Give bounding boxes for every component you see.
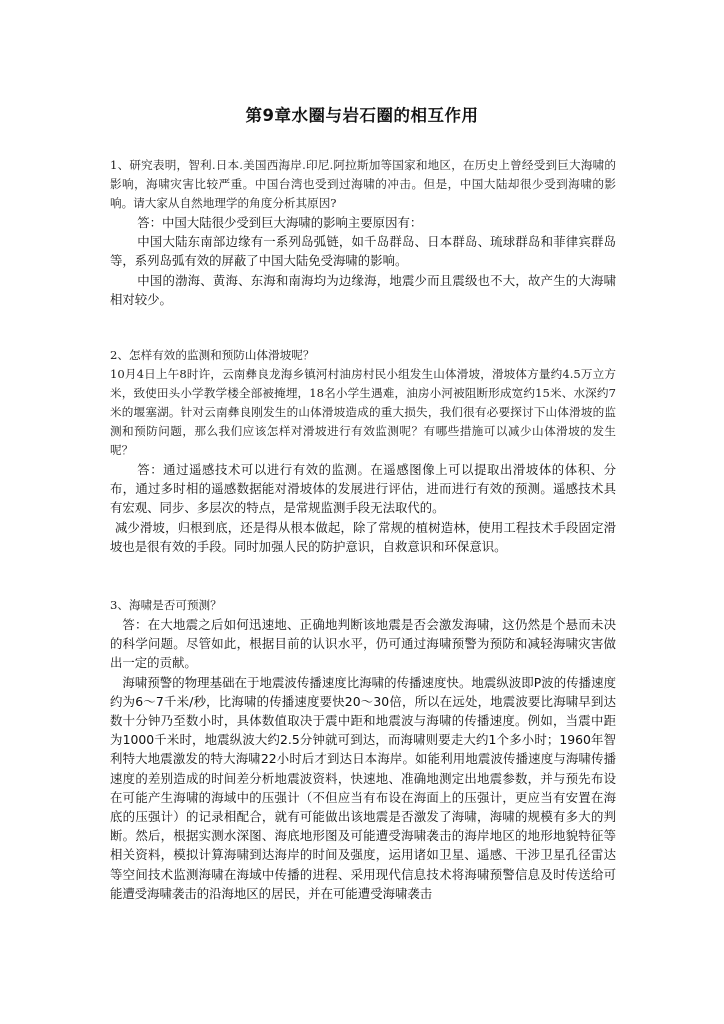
answer-1-point-1: 中国大陆东南部边缘有一系列岛弧链，如千岛群岛、日本群岛、琉球群岛和菲律宾群岛等，系列岛弧有效的屏蔽了中国大陆免受海啸的影响。 [110, 234, 616, 269]
answer-1-intro: 答：中国大陆很少受到巨大海啸的影响主要原因有： [137, 215, 423, 230]
question-3: 3、海啸是否可预测？ [110, 598, 222, 612]
page-title: 第9章水圈与岩石圈的相互作用 [245, 106, 479, 125]
section-2 [110, 346, 616, 556]
question-2-body: 10月4日上午8时许，云南彝良龙海乡镇河村油房村民小组发生山体滑坡，滑坡体方量约4.5万立方米，致使田头小学教学楼全部被掩埋，18名小学生遇难，油房小河被阻断形成宽约15米、水深约7米的堰塞湖。针对云南彝良刚发生的山体滑坡造成的重大损失，我们很有必要探讨下山体滑坡的监测和预防问题，那么我们应该怎样对滑坡进行有效监测呢？有哪些措施可以减少山体滑坡的发生呢？ [110, 367, 616, 457]
question-2: 2、怎样有效的监测和预防山体滑坡呢？ [110, 348, 315, 362]
section-1 [110, 156, 616, 309]
answer-1-point-2: 中国的渤海、黄海、东海和南海均为边缘海，地震少而且震级也不大，故产生的大海啸相对较少。 [110, 272, 616, 307]
answer-3-para-1: 答：在大地震之后如何迅速地、正确地判断该地震是否会激发海啸，这仍然是个悬而未决的科学问题。尽管如此，根据目前的认识水平，仍可通过海啸预警为预防和减轻海啸灾害做出一定的贡献。 [110, 617, 616, 671]
answer-2-para-2: 减少滑坡，归根到底，还是得从根本做起，除了常规的植树造林，使用工程技术手段固定滑坡也是很有效的手段。同时加强人民的防护意识，自救意识和环保意识。 [110, 519, 616, 554]
answer-2-para-1: 答：通过遥感技术可以进行有效的监测。在遥感图像上可以提取出滑坡体的体积、分布，通过多时相的遥感数据能对滑坡体的发展进行评估，进而进行有效的预测。遥感技术具有宏观、同步、多层次的特点，是常规监测手段无法取代的。 [110, 462, 616, 516]
question-1: 1、研究表明，智利.日本.美国西海岸.印尼.阿拉斯加等国家和地区，在历史上曾经受到巨大海啸的影响，海啸灾害比较严重。中国台湾也受到过海啸的冲击。但是，中国大陆却很少受到海啸的影响。请大家从自然地理学的角度分析其原因? [110, 158, 616, 210]
answer-3-para-2: 海啸预警的物理基础在于地震波传播速度比海啸的传播速度快。地震纵波即P波的传播速度约为6～7千米/秒，比海啸的传播速度要快20～30倍，所以在远处，地震波要比海啸早到达数十分钟乃至数小时，具体数值取决于震中距和地震波与海啸的传播速度。例如，当震中距为1000千米时，地震纵波大约2.5分钟就可到达，而海啸则要走大约1个多小时；1960年智利特大地震激发的特大海啸22小时后才到达日本海岸。如能利用地震波传播速度与海啸传播速度的差别造成的时间差分析地震波资料，快速地、准确地测定出地震参数，并与预先布设在可能产生海啸的海域中的压强计（不但应当有布设在海面上的压强计，更应当有安置在海底的压强计）的记录相配合，就有可能做出该地震是否激发了海啸，海啸的规模有多大的判断。然后，根据实测水深图、海底地形图及可能遭受海啸袭击的海岸地区的地形地貌特征等相关资料，模拟计算海啸到达海岸的时间及强度，运用诸如卫星、遥感、干涉卫星孔径雷达等空间技术监测海啸在海域中传播的进程、采用现代信息技术将海啸预警信息及时传送给可能遭受海啸袭击的沿海地区的居民，并在可能遭受海啸袭击 [110, 674, 616, 901]
section-3 [110, 596, 616, 903]
